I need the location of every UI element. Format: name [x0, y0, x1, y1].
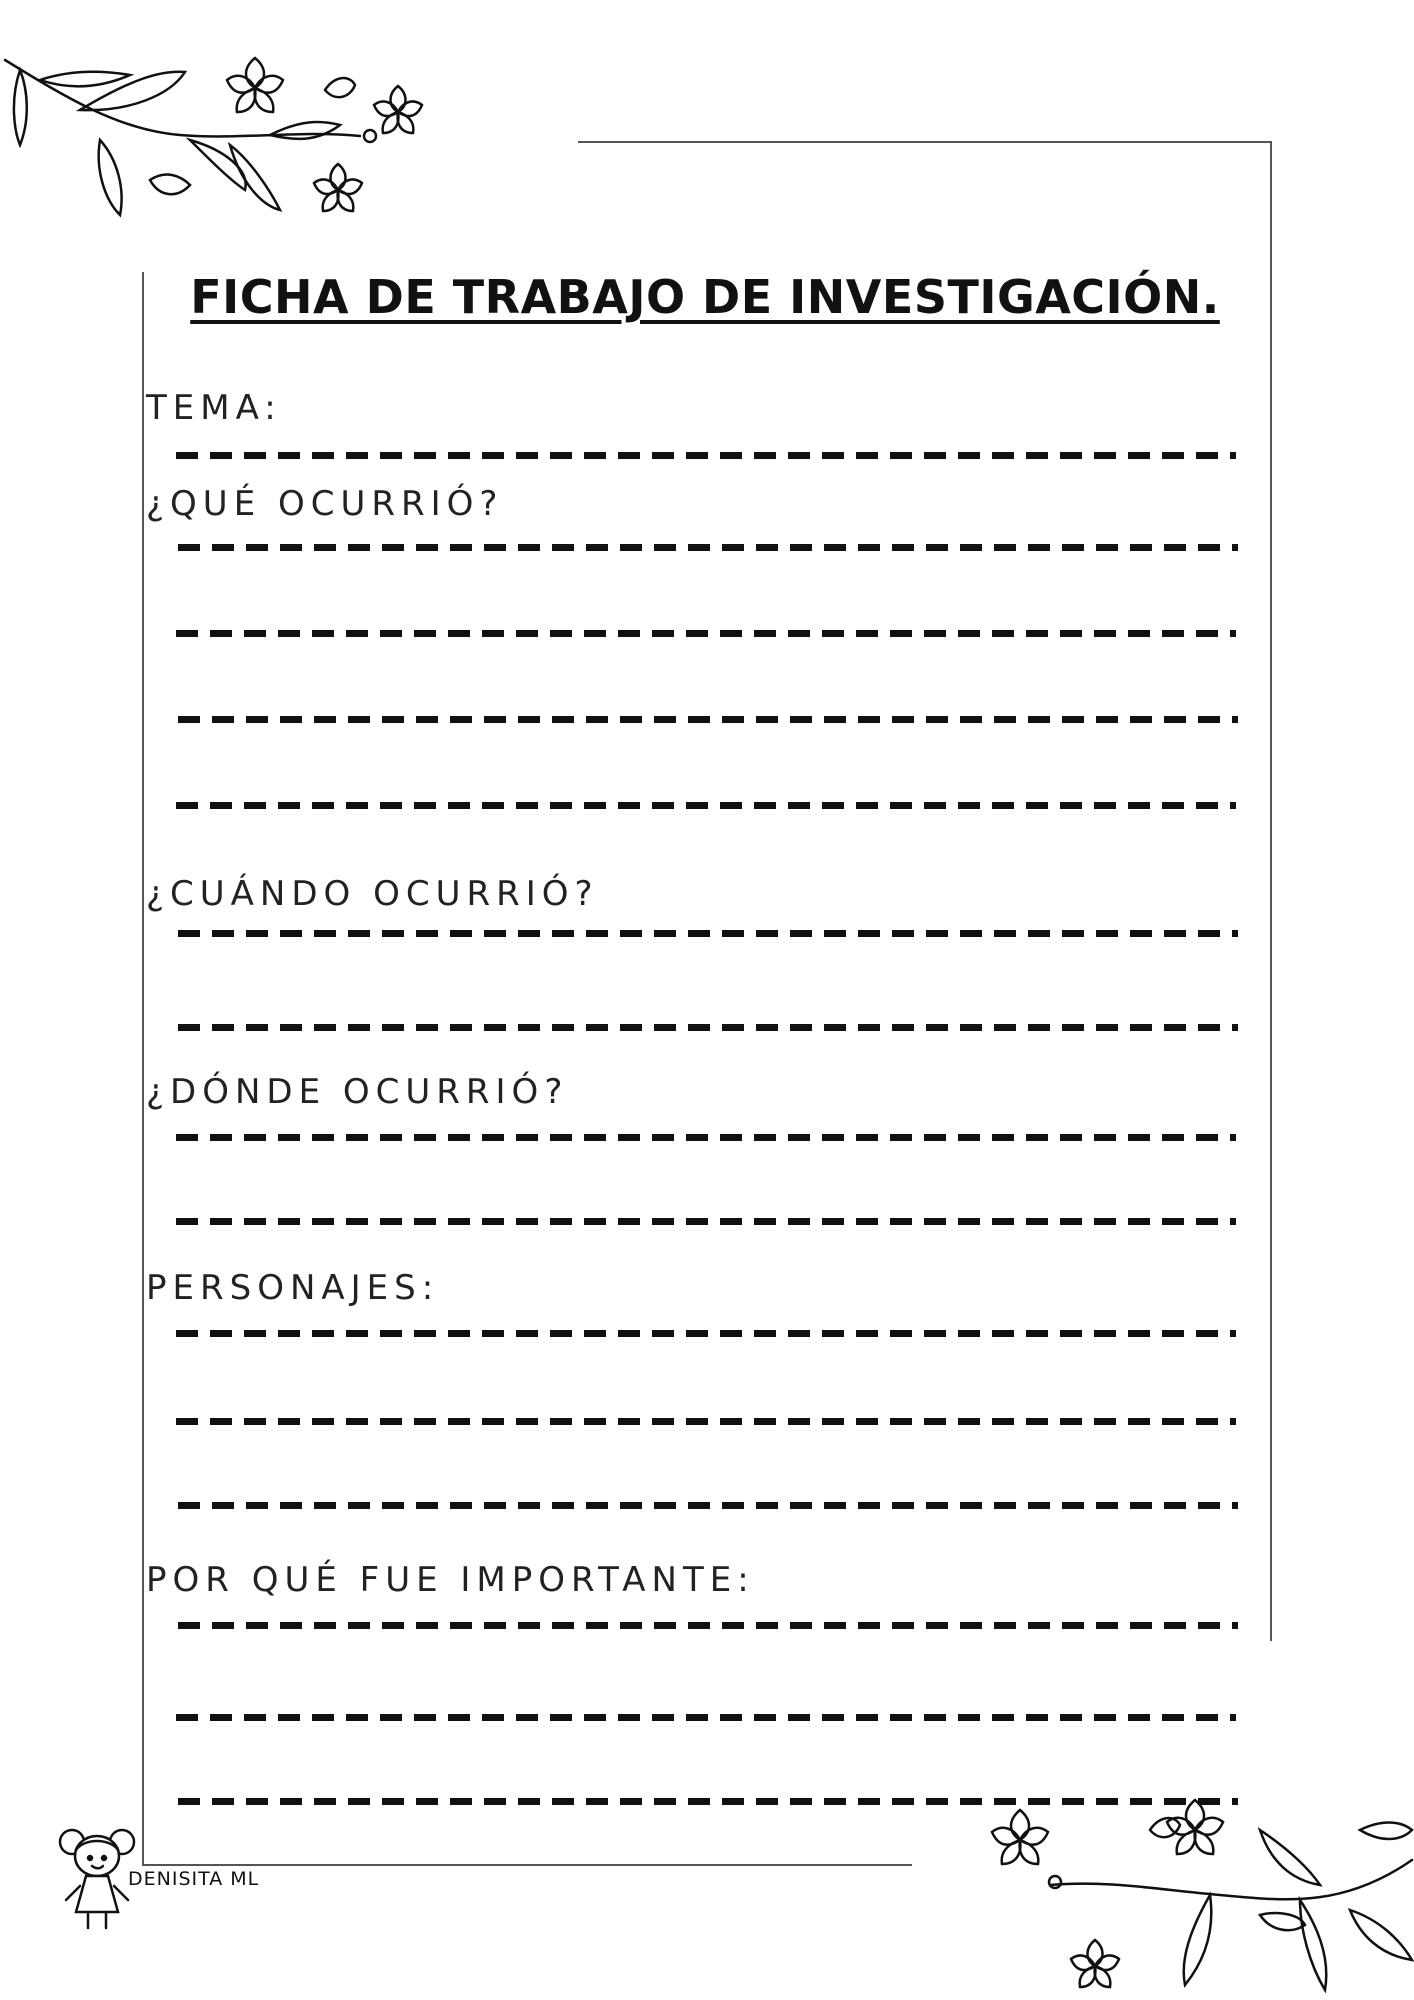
frame-bottom-line — [142, 1864, 912, 1866]
page-title: FICHA DE TRABAJO DE INVESTIGACIÓN. — [190, 270, 1220, 324]
label-por-que-fue-importante: POR QUÉ FUE IMPORTANTE: — [146, 1560, 755, 1600]
brand-signature: DENISITA ML — [128, 1868, 260, 1890]
writing-line[interactable] — [178, 1024, 1238, 1031]
floral-branch-bottom-icon — [960, 1790, 1414, 2000]
writing-line[interactable] — [176, 1418, 1236, 1425]
label-donde-ocurrio: ¿DÓNDE OCURRIÓ? — [146, 1072, 569, 1112]
label-que-ocurrio: ¿QUÉ OCURRIÓ? — [146, 484, 504, 524]
frame-left-line — [142, 272, 144, 1866]
writing-line[interactable] — [178, 930, 1238, 937]
label-cuando-ocurrio: ¿CUÁNDO OCURRIÓ? — [146, 874, 599, 914]
writing-line[interactable] — [176, 1134, 1236, 1141]
writing-line[interactable] — [178, 544, 1238, 551]
writing-line[interactable] — [176, 1218, 1236, 1225]
writing-line[interactable] — [176, 630, 1236, 637]
writing-line[interactable] — [176, 452, 1236, 459]
writing-line[interactable] — [176, 802, 1236, 809]
writing-line[interactable] — [178, 1622, 1238, 1629]
label-tema: TEMA: — [146, 388, 282, 428]
floral-branch-top-icon — [0, 40, 440, 230]
writing-line[interactable] — [176, 1714, 1236, 1721]
label-personajes: PERSONAJES: — [146, 1268, 440, 1308]
frame-top-line — [578, 141, 1272, 143]
writing-line[interactable] — [176, 1330, 1236, 1337]
writing-line[interactable] — [178, 1502, 1238, 1509]
frame-right-line — [1270, 141, 1272, 1641]
writing-line[interactable] — [178, 716, 1238, 723]
